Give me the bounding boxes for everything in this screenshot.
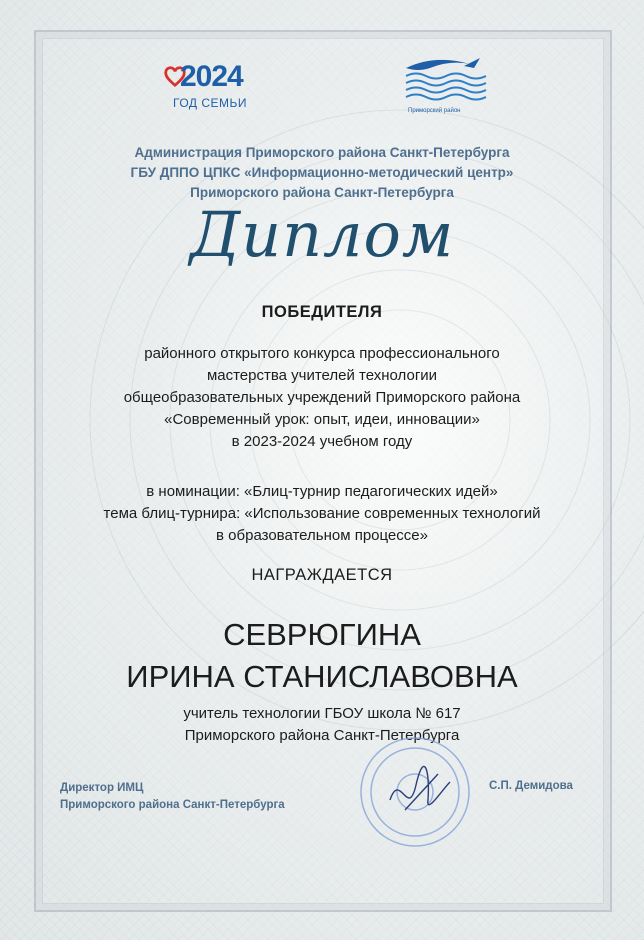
organization-header (0, 143, 644, 203)
nomination-block (0, 481, 644, 547)
recipient-name (0, 614, 644, 698)
logo-year-text: 2024 (180, 60, 243, 93)
recipient-position-line-1: учитель технологии ГБОУ школа № 617 (183, 705, 461, 722)
official-stamp (350, 730, 480, 850)
winner-label: ПОБЕДИТЕЛЯ (261, 303, 383, 321)
signatory-title-line-1: Директор ИМЦ (60, 782, 144, 794)
recipient-position (0, 703, 644, 747)
logo-year-subtitle: ГОД СЕМЬИ (173, 96, 248, 110)
recipient-position-line-2: Приморского района Санкт-Петербурга (184, 727, 460, 744)
recipient-given-names: ИРИНА СТАНИСЛАВОВНА (126, 659, 518, 694)
contest-description (0, 343, 644, 453)
bird-waves-logo-icon (400, 56, 490, 108)
imc-logo (400, 56, 490, 122)
signatory-name: С.П. Демидова (489, 780, 573, 792)
nomination-line-2: тема блиц-турнира: «Использование современных технологий (103, 505, 541, 522)
nomination-line-1: в номинации: «Блиц-турнир педагогических идей» (146, 483, 498, 500)
contest-line-5: в 2023-2024 учебном году (231, 433, 413, 450)
contest-line-1: районного открытого конкурса профессионального (144, 345, 500, 362)
recipient-surname: СЕВРЮГИНА (223, 617, 421, 652)
handwritten-signature (390, 766, 450, 810)
imc-logo-caption: Приморский район (408, 108, 461, 114)
organization-line-1: Администрация Приморского района Санкт-Петербурга (134, 145, 510, 160)
contest-line-2: мастерства учителей технологии (206, 367, 438, 384)
organization-line-2: ГБУ ДППО ЦПКС «Информационно-методический центр» (130, 165, 514, 180)
diploma-title: Диплом (189, 198, 455, 271)
organization-line-3: Приморского района Санкт-Петербурга (190, 185, 454, 200)
year-of-family-logo (160, 58, 260, 118)
contest-line-3: общеобразовательных учреждений Приморского района (123, 389, 521, 406)
signatory-title-line-2: Приморского района Санкт-Петербурга (60, 799, 285, 811)
signatory-title (60, 780, 285, 814)
contest-line-4: «Современный урок: опыт, идеи, инновации» (164, 411, 480, 428)
awarded-label: НАГРАЖДАЕТСЯ (251, 566, 393, 584)
nomination-line-3: в образовательном процессе» (216, 527, 428, 544)
